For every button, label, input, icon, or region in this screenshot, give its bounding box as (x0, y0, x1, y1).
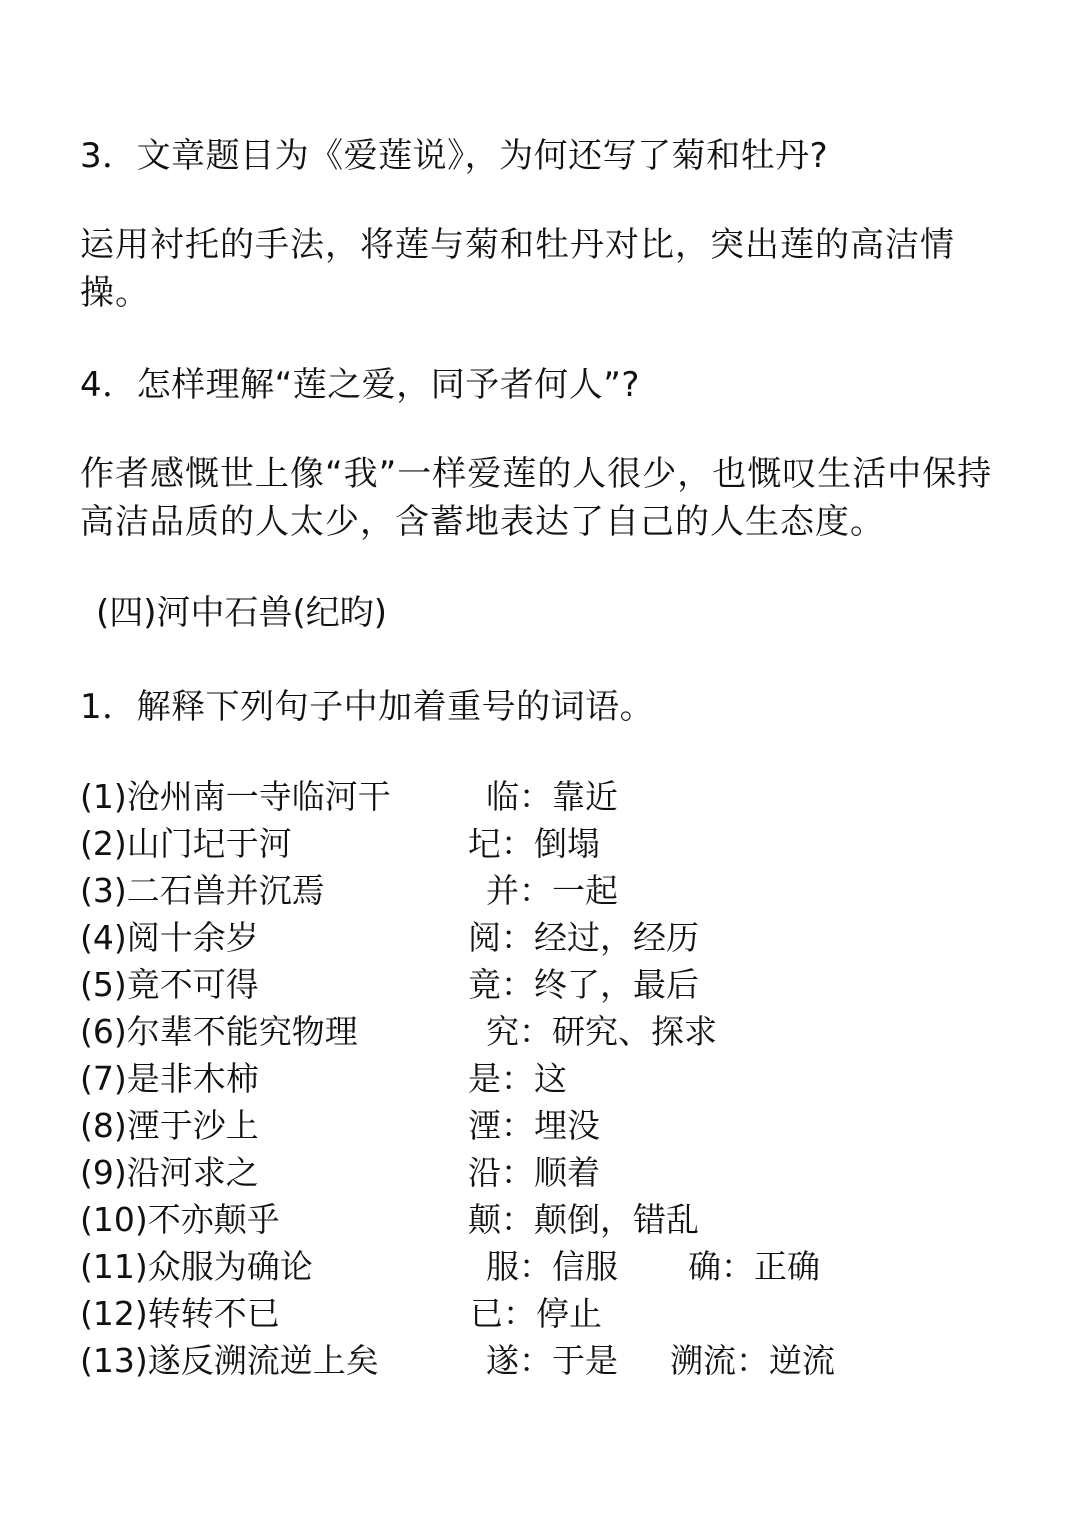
vocab-gloss: 遂：于是 (486, 1341, 618, 1380)
vocab-term: (10)不亦颠乎 (80, 1200, 280, 1239)
vocab-term: (6)尔辈不能究物理 (80, 1012, 358, 1051)
vocab-row (80, 915, 1000, 961)
vocab-gloss: 临：靠近 (486, 777, 618, 816)
vocab-term: (9)沿河求之 (80, 1153, 259, 1192)
vocab-term: (4)阅十余岁 (80, 918, 259, 957)
vocab-gloss: 是：这 (468, 1059, 567, 1098)
vocab-gloss: 竟：终了，最后 (468, 965, 699, 1004)
answer-4-line-2: 高洁品质的人太少，含蓄地表达了自己的人生态度。 (80, 502, 885, 542)
vocab-row (80, 1338, 1000, 1384)
vocab-gloss: 究：研究、探求 (486, 1012, 717, 1051)
vocab-row (80, 774, 1000, 820)
vocab-gloss: 颠：颠倒，错乱 (468, 1200, 699, 1239)
question-4: 4．怎样理解“莲之爱，同予者何人”? (80, 365, 640, 405)
vocab-row (80, 1291, 1000, 1337)
vocab-term: (8)湮于沙上 (80, 1106, 259, 1145)
vocab-gloss: 沿：顺着 (468, 1153, 600, 1192)
question-3: 3．文章题目为《爱莲说》，为何还写了菊和牡丹? (80, 136, 829, 176)
vocab-gloss: 圮：倒塌 (468, 824, 600, 863)
vocab-row (80, 962, 1000, 1008)
vocab-row (80, 1244, 1000, 1290)
question-1: 1．解释下列句子中加着重号的词语。 (80, 687, 655, 727)
vocab-gloss: 湮：埋没 (468, 1106, 600, 1145)
vocab-row (80, 1009, 1000, 1055)
vocab-row (80, 1150, 1000, 1196)
answer-4-line-1: 作者感慨世上像“我”一样爱莲的人很少，也慨叹生活中保持 (80, 454, 993, 494)
vocab-term: (7)是非木柿 (80, 1059, 259, 1098)
vocab-term: (2)山门圮于河 (80, 824, 292, 863)
vocab-term: (12)转转不已 (80, 1294, 280, 1333)
vocab-term: (3)二石兽并沉焉 (80, 871, 325, 910)
answer-3-line-2: 操。 (80, 273, 150, 313)
answer-3-line-1: 运用衬托的手法，将莲与菊和牡丹对比，突出莲的高洁情 (80, 225, 955, 265)
vocab-gloss: 服：信服 (486, 1247, 618, 1286)
vocab-row (80, 868, 1000, 914)
vocab-term: (11)众服为确论 (80, 1247, 313, 1286)
vocab-row (80, 1056, 1000, 1102)
vocab-gloss: 阅：经过，经历 (468, 918, 699, 957)
vocab-term: (1)沧州南一寺临河干 (80, 777, 391, 816)
section-title: (四)河中石兽(纪昀) (96, 593, 388, 633)
vocab-row (80, 1103, 1000, 1149)
vocab-gloss: 已：停止 (470, 1294, 602, 1333)
vocab-term: (13)遂反溯流逆上矣 (80, 1341, 379, 1380)
vocab-term: (5)竟不可得 (80, 965, 259, 1004)
vocab-gloss-secondary: 确：正确 (688, 1247, 820, 1286)
vocab-row (80, 821, 1000, 867)
vocab-gloss: 并：一起 (486, 871, 618, 910)
vocab-row (80, 1197, 1000, 1243)
vocab-gloss-secondary: 溯流：逆流 (670, 1341, 835, 1380)
